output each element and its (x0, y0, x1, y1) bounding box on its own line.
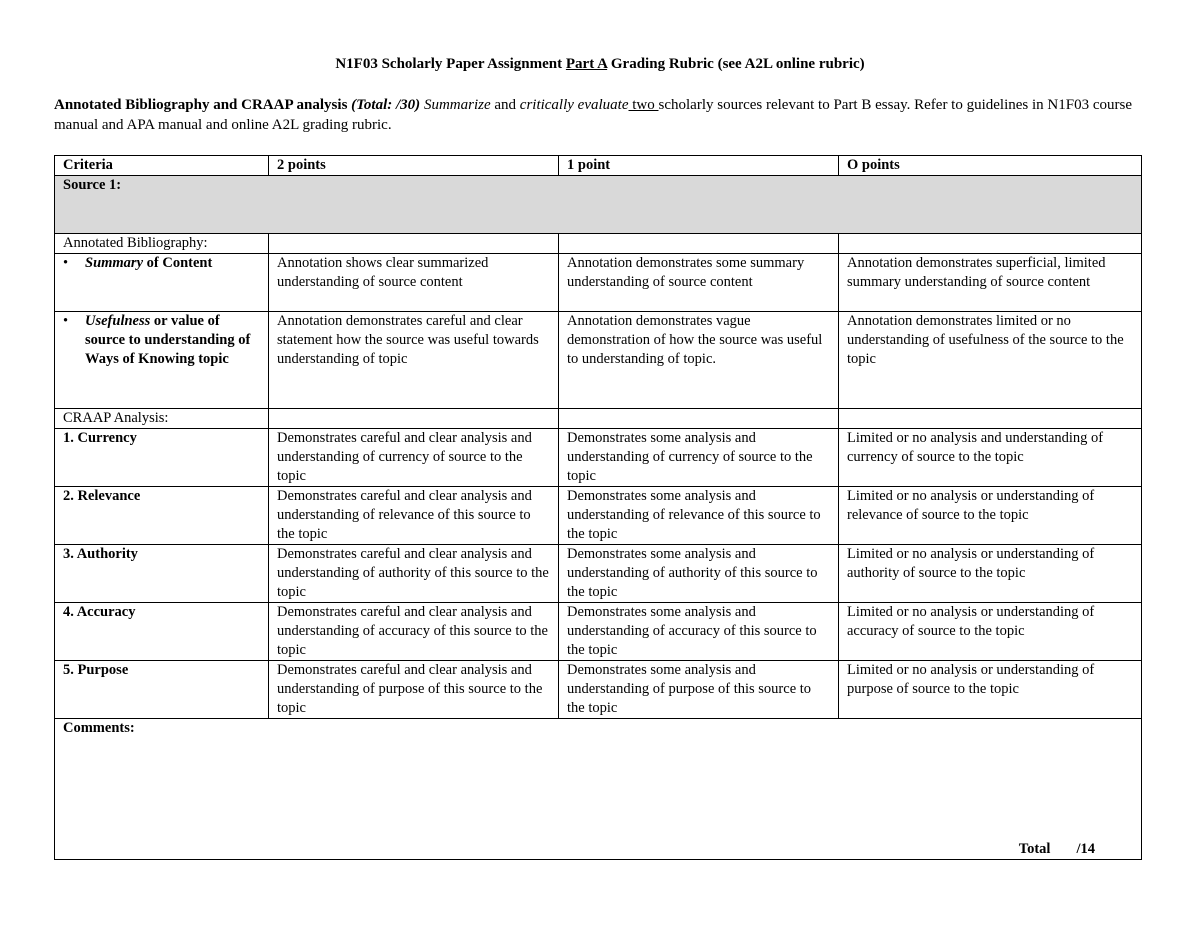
criteria-relevance: 2. Relevance (55, 487, 269, 545)
table-row (55, 312, 1142, 409)
usefulness-2-points: Annotation demonstrates careful and clear statement how the source was useful towards understanding of topic (269, 312, 559, 409)
usefulness-1-point: Annotation demonstrates vague demonstration of how the source was useful to understanding of topic. (559, 312, 839, 409)
table-row (55, 545, 1142, 603)
authority-0-points: Limited or no analysis or understanding of authority of source to the topic (839, 545, 1142, 603)
currency-1-point: Demonstrates some analysis and understanding of currency of source to the topic (559, 429, 839, 487)
annotated-label: Annotated Bibliography: (55, 234, 269, 254)
comments-row (55, 719, 1142, 860)
title-part: Part A (565, 56, 608, 72)
table-row (55, 429, 1142, 487)
rubric-table (54, 155, 1142, 860)
table-row (55, 603, 1142, 661)
table-row (55, 487, 1142, 545)
accuracy-0-points: Limited or no analysis or understanding of accuracy of source to the topic (839, 603, 1142, 661)
relevance-1-point: Demonstrates some analysis and understanding of relevance of this source to the topic (559, 487, 839, 545)
total-score (1019, 840, 1095, 859)
header-2-points: 2 points (269, 156, 559, 176)
header-criteria: Criteria (55, 156, 269, 176)
annotated-section-row (55, 234, 1142, 254)
summary-1-point: Annotation demonstrates some summary understanding of source content (559, 254, 839, 312)
bullet-icon: • (63, 255, 69, 271)
header-row (55, 156, 1142, 176)
criteria-authority: 3. Authority (55, 545, 269, 603)
craap-section-row (55, 409, 1142, 429)
source-row (55, 176, 1142, 234)
criteria-currency: 1. Currency (55, 429, 269, 487)
table-row (55, 254, 1142, 312)
header-1-point: 1 point (559, 156, 839, 176)
authority-2-points: Demonstrates careful and clear analysis and understanding of authority of this source to the topic (269, 545, 559, 603)
relevance-2-points: Demonstrates careful and clear analysis and understanding of relevance of this source to the topic (269, 487, 559, 545)
bullet-icon: • (63, 313, 69, 329)
total-label: Total (1018, 841, 1051, 857)
criteria-accuracy: 4. Accuracy (55, 603, 269, 661)
authority-1-point: Demonstrates some analysis and understanding of authority of this source to the topic (559, 545, 839, 603)
header-0-points: O points (839, 156, 1142, 176)
intro-paragraph: Annotated Bibliography and CRAAP analysis (Total: /30) Summarize and critically evaluate two scholarly sources relevant to Part B essay. Refer to guidelines in N1F03 course manual and APA manual and online A2L grading rubric. (54, 97, 1132, 133)
summary-2-points: Annotation shows clear summarized understanding of source content (269, 254, 559, 312)
total-value: /14 (1076, 841, 1095, 857)
usefulness-0-points: Annotation demonstrates limited or no understanding of usefulness of the source to the topic (839, 312, 1142, 409)
comments-label: Comments: (63, 720, 135, 736)
summary-0-points: Annotation demonstrates superficial, limited summary understanding of source content (839, 254, 1142, 312)
accuracy-2-points: Demonstrates careful and clear analysis and understanding of accuracy of this source to the topic (269, 603, 559, 661)
currency-0-points: Limited or no analysis and understanding of currency of source to the topic (839, 429, 1142, 487)
criteria-summary: • Summary of Content (55, 254, 269, 312)
purpose-0-points: Limited or no analysis or understanding of purpose of source to the topic (839, 661, 1142, 719)
page-title: N1F03 Scholarly Paper Assignment Part A Grading Rubric (see A2L online rubric) (335, 56, 865, 72)
criteria-purpose: 5. Purpose (55, 661, 269, 719)
criteria-usefulness: • Usefulness or value of source to understanding of Ways of Knowing topic (55, 312, 269, 409)
comments-cell (55, 719, 1142, 860)
purpose-1-point: Demonstrates some analysis and understanding of purpose of this source to the topic (559, 661, 839, 719)
source-label: Source 1: (55, 176, 1142, 234)
currency-2-points: Demonstrates careful and clear analysis and understanding of currency of source to the topic (269, 429, 559, 487)
intro-heading: Annotated Bibliography and CRAAP analysis (54, 97, 352, 113)
purpose-2-points: Demonstrates careful and clear analysis and understanding of purpose of this source to the topic (269, 661, 559, 719)
accuracy-1-point: Demonstrates some analysis and understanding of accuracy of this source to the topic (559, 603, 839, 661)
table-row (55, 661, 1142, 719)
craap-label: CRAAP Analysis: (55, 409, 269, 429)
relevance-0-points: Limited or no analysis or understanding of relevance of source to the topic (839, 487, 1142, 545)
intro-total: (Total: /30) (351, 97, 421, 113)
